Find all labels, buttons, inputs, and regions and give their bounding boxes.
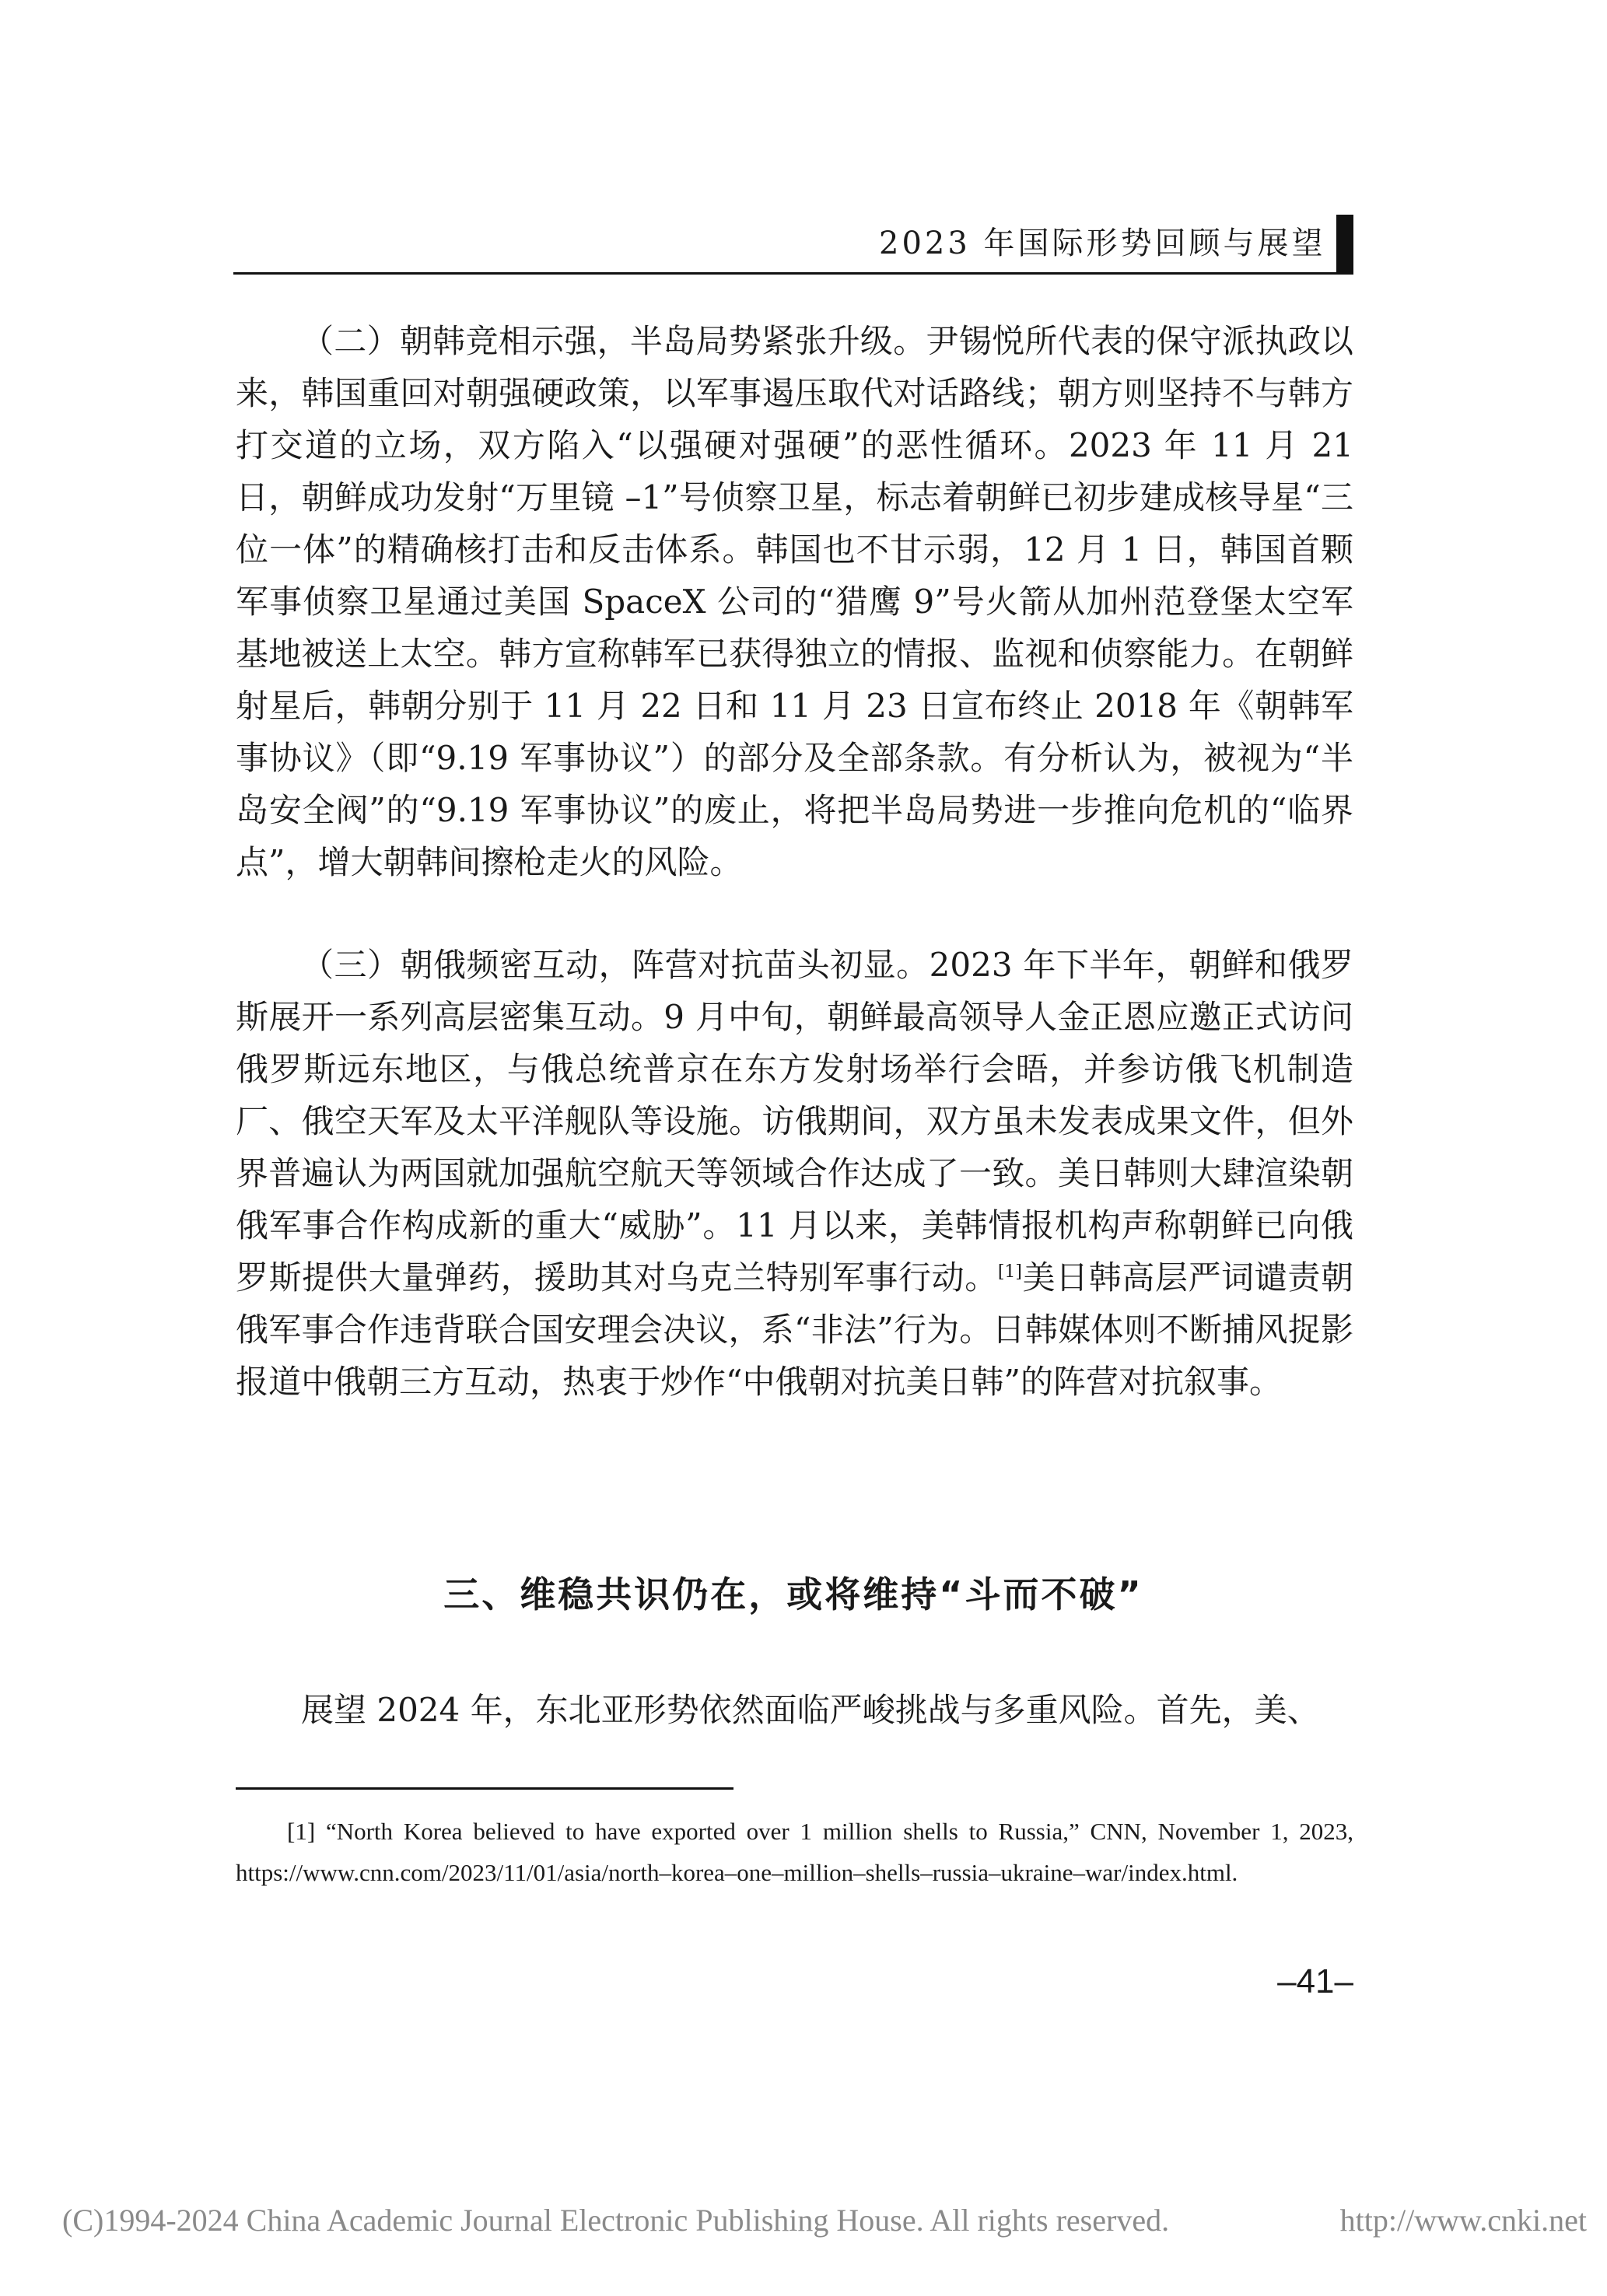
footnote-reference[interactable]: [1] [997, 1262, 1022, 1282]
footnote-rule [236, 1787, 733, 1790]
copyright-url[interactable]: http://www.cnki.net [1339, 2203, 1587, 2238]
paragraph-2-text-b: 美日韩高层严词谴责朝俄军事合作违背联合国安理会决议，系“非法”行为。日韩媒体则不断捕风捉影报道中俄朝三方互动，热衷于炒作“中俄朝对抗美日韩”的阵营对抗叙事。 [236, 1258, 1353, 1401]
header-rule [233, 272, 1353, 275]
running-header-title: 2023 年国际形势回顾与展望 [879, 226, 1326, 261]
paragraph-1: （二）朝韩竞相示强，半岛局势紧张升级。尹锡悦所代表的保守派执政以来，韩国重回对朝强硬政策，以军事遏压取代对话路线；朝方则坚持不与韩方打交道的立场，双方陷入“以强硬对强硬”的恶性循环。2023 年 11 月 21 日，朝鲜成功发射“万里镜 –1”号侦察卫星，标志着朝鲜已初步建成核导星“三位一体”的精确核打击和反击体系。韩国也不甘示弱，12 月 1 日，韩国首颗军事侦察卫星通过美国 SpaceX 公司的“猎鹰 9”号火箭从加州范登堡太空军基地被送上太空。韩方宣称韩军已获得独立的情报、监视和侦察能力。在朝鲜射星后，韩朝分别于 11 月 22 日和 11 月 23 日宣布终止 2018 年《朝韩军事协议》（即“9.19 军事协议”）的部分及全部条款。有分析认为，被视为“半岛安全阀”的“9.19 军事协议”的废止，将把半岛局势进一步推向危机的“临界点”，增大朝韩间擦枪走火的风险。 [236, 322, 1353, 881]
page-number: –41– [1277, 1962, 1353, 2000]
copyright-notice: (C)1994-2024 China Academic Journal Electronic Publishing House. All rights reserved. [62, 2203, 1170, 2238]
paragraph-2 [236, 939, 1353, 1408]
paragraph-3: 展望 2024 年，东北亚形势依然面临严峻挑战与多重风险。首先，美、 [301, 1691, 1320, 1729]
paragraph-2-text-a: （三）朝俄频密互动，阵营对抗苗头初显。2023 年下半年，朝鲜和俄罗斯展开一系列高层密集互动。9 月中旬，朝鲜最高领导人金正恩应邀正式访问俄罗斯远东地区，与俄总统普京在东方发射场举行会晤，并参访俄飞机制造厂、俄空天军及太平洋舰队等设施。访俄期间，双方虽未发表成果文件，但外界普遍认为两国就加强航空航天等领域合作达成了一致。美日韩则大肆渲染朝俄军事合作构成新的重大“威胁”。11 月以来，美韩情报机构声称朝鲜已向俄罗斯提供大量弹药，援助其对乌克兰特别军事行动。 [236, 946, 1353, 1297]
header-bar [1336, 215, 1353, 272]
footnote: [1] “North Korea believed to have exported over 1 million shells to Russia,” CNN, November 1, 2023, https://www.cnn.com/2023/11/01/asia/north–korea–one–million–shells–russia–ukraine–war/index.html. [236, 1818, 1353, 1886]
copyright-footer [62, 2201, 1587, 2240]
section-heading: 三、维稳共识仍在，或将维持“斗而不破” [443, 1573, 1143, 1615]
